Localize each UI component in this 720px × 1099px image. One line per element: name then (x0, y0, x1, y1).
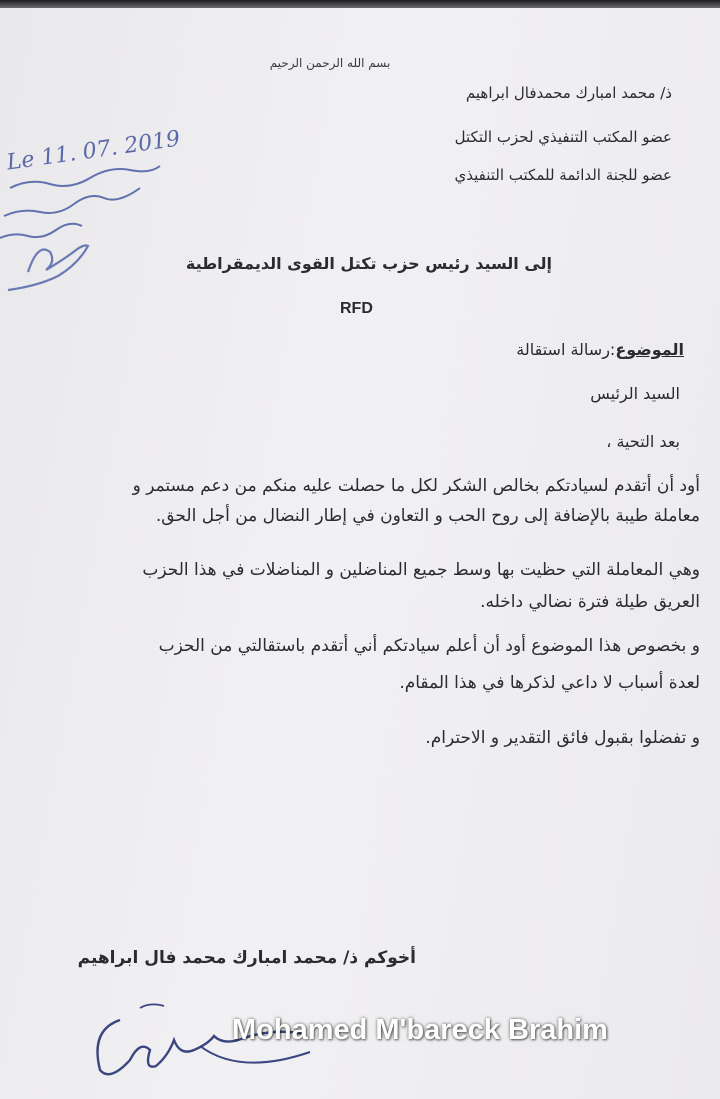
closing-signature-line: أخوكم ذ/ محمد امبارك محمد فال ابراهيم (77, 948, 416, 968)
paragraph-line: أود أن أتقدم لسيادتكم بخالص الشكر لكل ما حصلت عليه منكم من دعم مستمر و (132, 476, 700, 496)
subject-text: :رسالة استقالة (516, 340, 616, 359)
paragraph-line: وهي المعاملة التي حظيت بها وسط جميع المناضلين و المناضلات في هذا الحزب (142, 560, 700, 580)
handwritten-annotation (0, 110, 190, 300)
basmala: بسم الله الرحمن الرحيم (269, 56, 391, 70)
watermark: Mohamed M'bareck Brahim (232, 1014, 608, 1046)
paragraph-line: العريق طيلة فترة نضالي داخله. (480, 592, 700, 612)
subject-line (516, 340, 684, 359)
sender-title-2: عضو للجنة الدائمة للمكتب التنفيذي (454, 166, 672, 184)
sender-name: ذ/ محمد امبارك محمدفال ابراهيم (465, 84, 672, 102)
greeting: بعد التحية ، (606, 432, 680, 451)
salutation: السيد الرئيس (590, 384, 680, 403)
paragraph-line: و تفضلوا بقبول فائق التقدير و الاحترام. (425, 728, 700, 748)
paragraph-line: لعدة أسباب لا داعي لذكرها في هذا المقام. (399, 673, 700, 693)
handwritten-signature-small (8, 246, 88, 291)
paragraph-line: معاملة طيبة بالإضافة إلى روح الحب و التعاون في إطار النضال من أجل الحق. (155, 506, 700, 526)
party-code: RFD (340, 300, 373, 317)
sender-title-1: عضو المكتب التنفيذي لحزب التكتل (454, 128, 672, 146)
handwritten-date: Le 11. 07. 2019 (5, 126, 182, 176)
paragraph-line: و بخصوص هذا الموضوع أود أن أعلم سيادتكم أني أتقدم باستقالتي من الحزب (158, 636, 700, 656)
addressee: إلى السيد رئيس حزب تكتل القوى الديمقراطية (185, 254, 552, 273)
page-top-shadow (0, 0, 720, 8)
subject-label: الموضوع (615, 340, 684, 359)
